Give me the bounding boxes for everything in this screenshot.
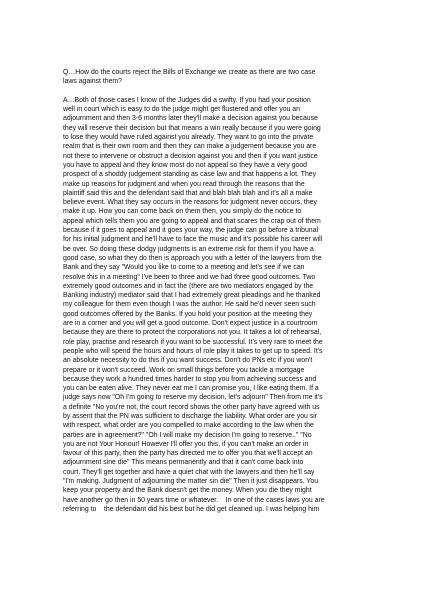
answer-line: you are not Your Honour! However I'll offer you this, if you can't make an order in [63, 440, 309, 448]
answer-line: an absolute necessity to do this if you want success. Don't do PNs etc if you won't [63, 357, 313, 365]
answer-line: for his initial judgment and he'll have to face the music and it's possible his career will [63, 236, 323, 244]
answer-line: resolve this in a meeting" I've been to three and we had three good outcomes. Two [63, 273, 316, 281]
answer-line: referring to the defendant did his best but he did get cleaned up. I was helping him [63, 505, 320, 513]
answer-line: have another go then in 50 years time or whatever. In one of the cases laws you are [63, 496, 325, 504]
answer-line: to lose they would have ruled against you already. They want to go into the private [63, 134, 314, 142]
answer-line: prospect of a shoddy judgement standing as case law and that happens a lot. They [63, 171, 317, 179]
answer-line: are in a corner and you will get a good outcome. Don't expect justice in a courtroom [63, 320, 318, 328]
answer-line: favour of this party, then the party has directed me to offer you that we'll accept an [63, 450, 313, 458]
answer-line: make up reasons for judgment and when you read through the reasons that the [63, 180, 305, 188]
answer-line: realm that is their own room and then they can make a judgement because you are [63, 143, 317, 151]
answer-line: a definite "No you're not, the court record shows the other party have agreed with us [63, 403, 320, 411]
answer-line: well in court which is easy to do the judge might get flustered and offer you an [63, 106, 300, 114]
answer-line: good case, so what they do then is approach you with a letter of the lawyers from the [63, 254, 322, 262]
answer-line: with respect, what order are you compelled to make according to the law when the [63, 422, 314, 430]
answer-line: you can be eaten alive. They never eat me I can promise you, I like eating them. If a [63, 385, 319, 393]
answer-paragraph [63, 96, 384, 514]
answer-line: believe event. What they say occurs in the reasons for judgment never occurs, they [63, 199, 317, 207]
answer-line: be over. So doing these dodgy judgments is an extreme risk for them if you have a [63, 245, 314, 253]
answer-line: keep your property and the Bank doesn't get the money. When you die they might [63, 487, 312, 495]
answer-line: good outcomes offered by the Banks. If you hold your position at the meeting they [63, 310, 313, 318]
answer-line: my colleague for them even though I was the author. He said he'd never seen such [63, 301, 316, 309]
answer-line: people who will spend the hours and hours of role play it takes to get up to speed. It's [63, 347, 323, 355]
answer-line: adjournment and then 3-6 months later they'll make a decision against you because [63, 115, 318, 123]
answer-line: prepare or it won't succeed. Work on small things before you tackle a mortgage [63, 366, 305, 374]
answer-line: by assent that the PN was sufficient to discharge the liability. What order are you sir [63, 412, 318, 420]
answer-line: not there to intervene or obstruct a decision against you and then if you want justice [63, 152, 318, 160]
answer-line: court. They'll get together and have a quiet chat with the lawyers and then he'll say [63, 468, 315, 476]
answer-line: parties are in agreement?" "Oh I will make my decision I'm going to reserve.." "No [63, 431, 312, 439]
answer-line: because if it goes to appeal and it goes your way, the judge can go before a tribunal [63, 227, 318, 235]
question-line: Q…How do the courts reject the Bills of Exchange we create as there are two case [63, 69, 316, 76]
answer-line: because they are there to protect the corporations not you. It takes a lot of rehearsal, [63, 329, 322, 337]
answer-line: role play, practise and research if you want to be successful. It's very rare to meet the [63, 338, 323, 346]
answer-line: Bank and they say "Would you like to come to a meeting and let's see if we can [63, 264, 305, 272]
answer-line: extremely good outcomes and in fact the (there are two mediators engaged by the [63, 282, 314, 290]
answer-line: adjournment sine die" This means permanently and that it can't come back into [63, 459, 304, 467]
answer-line: plaintiff said this and the defendant said that and blah blah blah and it's all a make [63, 189, 313, 197]
answer-line: because they work a hundred times harder to stop you from achieving success and [63, 375, 317, 383]
answer-line: you have to appeal and they know most do not appeal so they have a very good [63, 161, 308, 169]
answer-line: A…Both of those cases I know of the Judges did a swifty. If you had your position [63, 96, 311, 104]
answer-line: they will reserve their decision but that means a win really because if you were going [63, 124, 321, 132]
answer-line: Banking industry) mediator said that I had extremely great pleadings and he thanked [63, 292, 321, 300]
answer-line: judge says now "Oh I'm going to reserve my decision, let's adjourn" Then from me it's [63, 394, 323, 402]
answer-line: "I'm making. Judgment of adjourning the matter sin die" Then it just disappears. You [63, 478, 319, 486]
answer-line: appeal which tells them you are going to appeal and that scares the crap out of them [63, 217, 321, 225]
question-paragraph [63, 68, 384, 87]
question-line: laws against them? [63, 78, 122, 86]
answer-line: make it up. How you can come back on them then, you simply do the notice to [63, 208, 302, 216]
